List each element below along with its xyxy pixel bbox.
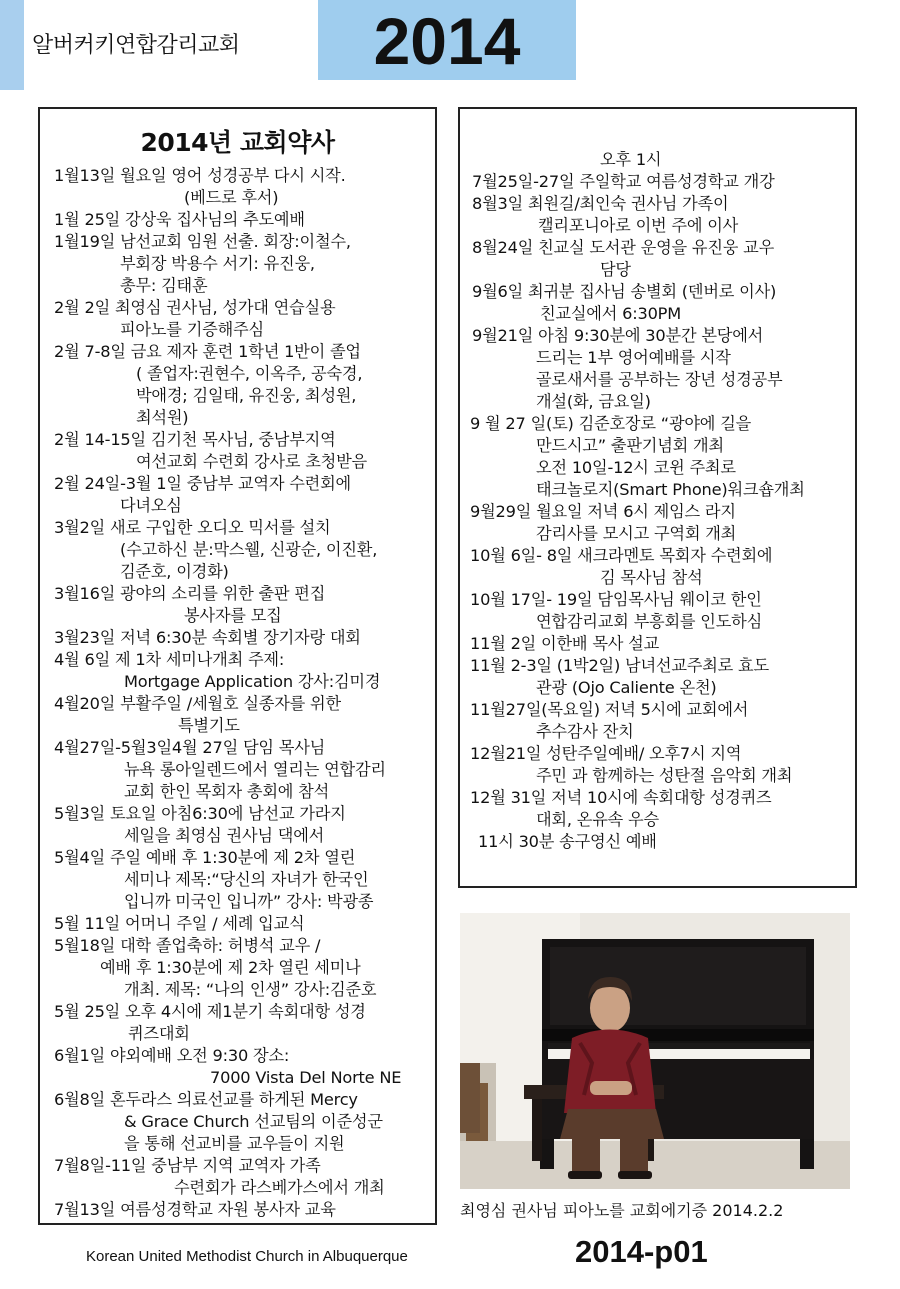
right_box-line: 11월 2일 이한배 목사 설교 xyxy=(470,634,660,653)
right_box-line: 오전 10일-12시 코윈 주최로 xyxy=(536,458,736,477)
left_box-line: 4월27일-5월3일4월 27일 담임 목사님 xyxy=(54,738,326,757)
left_box-line: 1월13일 월요일 영어 성경공부 다시 시작. xyxy=(54,166,346,185)
right_box-line: 대회, 온유속 우승 xyxy=(536,810,659,829)
photo-caption: 최영심 권사님 피아노를 교회에기증 2014.2.2 xyxy=(460,1201,784,1220)
left_box-line: 뉴욕 롱아일렌드에서 열리는 연합감리 xyxy=(124,760,386,779)
left_box-line: 2월 2일 최영심 권사님, 성가대 연습실용 xyxy=(54,298,336,317)
right_box-line: 9 월 27 일(토) 김준호장로 “광야에 길을 xyxy=(470,414,752,433)
right_box-line: 개설(화, 금요일) xyxy=(536,392,651,411)
right_box-line: 9월29일 월요일 저녁 6시 제임스 라지 xyxy=(470,502,736,521)
left_box-line: 퀴즈대회 xyxy=(128,1024,190,1043)
history-box-left xyxy=(38,107,437,1225)
church-name-ko: 알버커키연합감리교회 xyxy=(32,33,240,58)
right_box-line: 캘리포니아로 이번 주에 이사 xyxy=(538,216,739,235)
left_box-line: 수련회가 라스베가스에서 개최 xyxy=(174,1178,385,1197)
left_box-line: 6월1일 야외예배 오전 9:30 장소: xyxy=(54,1046,290,1065)
right_box-line: 태크놀로지(Smart Phone)워크숍개최 xyxy=(536,480,805,499)
right_box-line: 친교실에서 6:30PM xyxy=(540,304,682,323)
left_box-line: (베드로 후서) xyxy=(184,188,279,207)
left_box-line: 5월4일 주일 예배 후 1:30분에 제 2차 열린 xyxy=(54,848,356,867)
left_box-line: 김준호, 이경화) xyxy=(120,562,229,581)
left_box-line: 4월20일 부활주일 /세월호 실종자를 위한 xyxy=(54,694,341,713)
left_box-line: 부회장 박용수 서기: 유진웅, xyxy=(120,254,315,273)
header-accent-bar xyxy=(0,0,24,90)
left_box-line: 교회 한인 목회자 총회에 참석 xyxy=(124,782,330,801)
year-title: 2014 xyxy=(373,4,521,78)
left_box-line: 1월19일 남선교회 임원 선출. 회장:이철수, xyxy=(54,232,351,251)
right_box-line: 김 목사님 참석 xyxy=(600,568,703,587)
right_box-line: 9월6일 최귀분 집사님 송별회 (덴버로 이사) xyxy=(472,282,777,301)
left_box-line: 예배 후 1:30분에 제 2차 열린 세미나 xyxy=(100,958,361,977)
right_box-line: 12월21일 성탄주일예배/ 오후7시 지역 xyxy=(470,744,742,763)
left_box-line: 4월 6일 제 1차 세미나개최 주제: xyxy=(54,650,285,669)
left_box-line: & Grace Church 선교팀의 이준성군 xyxy=(124,1112,383,1131)
right_box-line: 11월27일(목요일) 저녁 5시에 교회에서 xyxy=(470,700,749,719)
left_box-line: 7000 Vista Del Norte NE xyxy=(210,1068,402,1087)
left_box-line: 개최. 제목: “나의 인생” 강사:김준호 xyxy=(124,980,377,999)
left_box-line: 세일을 최영심 권사님 댁에서 xyxy=(124,826,325,845)
page-label: 2014-p01 xyxy=(575,1234,708,1269)
left_box-line: 5월18일 대학 졸업축하: 허병석 교우 / xyxy=(54,936,321,955)
left_box-line: 5월 25일 오후 4시에 제1분기 속회대항 성경 xyxy=(54,1002,366,1021)
left_box-line: ( 졸업자:권현수, 이옥주, 공숙경, xyxy=(136,364,363,383)
right_box-line: 만드시고” 출판기념회 개최 xyxy=(536,436,724,455)
left_box-line: 3월23일 저녁 6:30분 속회별 장기자랑 대회 xyxy=(54,628,361,647)
right_box-line: 8월3일 최원길/최인숙 권사님 가족이 xyxy=(472,194,729,213)
left_box-line: 최석원) xyxy=(136,408,189,427)
photo-illustration xyxy=(460,913,850,1189)
left_box-line: 3월2일 새로 구입한 오디오 믹서를 설치 xyxy=(54,518,331,537)
right_box-line: 오후 1시 xyxy=(600,150,662,169)
left_box-line: 5월3일 토요일 아침6:30에 남선교 가라지 xyxy=(54,804,346,823)
right_box-line: 7월25일-27일 주일학교 여름성경학교 개강 xyxy=(472,172,775,191)
left_box-line: 입니까 미국인 입니까” 강사: 박광종 xyxy=(124,892,374,911)
piano-donation-photo xyxy=(460,913,850,1189)
right_box-line: 11월 2-3일 (1박2일) 남녀선교주최로 효도 xyxy=(470,656,769,675)
left_box-line: Mortgage Application 강사:김미경 xyxy=(124,672,381,691)
left_box-line: 7월13일 여름성경학교 자원 봉사자 교육 xyxy=(54,1200,336,1219)
right_box-line: 12월 31일 저녁 10시에 속회대항 성경퀴즈 xyxy=(470,788,772,807)
left_box-line: 총무: 김태훈 xyxy=(120,276,208,295)
right_box-line: 10월 17일- 19일 담임목사님 웨이코 한인 xyxy=(470,590,762,609)
right_box-line: 주민 과 함께하는 성탄절 음악회 개최 xyxy=(536,766,793,785)
history-box-right xyxy=(458,107,857,888)
right_box-line: 11시 30분 송구영신 예배 xyxy=(478,832,657,851)
history-heading: 2014년 교회약사 xyxy=(140,128,335,157)
right_box-line: 연합감리교회 부흥회를 인도하심 xyxy=(536,612,763,631)
left_box-line: 1월 25일 강상욱 집사님의 추도예배 xyxy=(54,210,305,229)
right_box-line: 관광 (Ojo Caliente 온천) xyxy=(536,678,717,697)
left_box-line: (수고하신 분:막스웰, 신광순, 이진환, xyxy=(120,540,378,559)
left_box-line: 피아노를 기증해주심 xyxy=(120,320,264,339)
left_box-line: 세미나 제목:“당신의 자녀가 한국인 xyxy=(124,870,369,889)
right_box-line: 골로새서를 공부하는 장년 성경공부 xyxy=(536,370,783,389)
left_box-line: 특별기도 xyxy=(178,716,240,735)
right_box-line: 8월24일 친교실 도서관 운영을 유진웅 교우 xyxy=(472,238,775,257)
right_box-line: 담당 xyxy=(600,260,631,279)
church-name-en: Korean United Methodist Church in Albuquerque xyxy=(86,1248,408,1265)
left_box-line: 을 통해 선교비를 교우들이 지원 xyxy=(124,1134,345,1153)
left_box-line: 여선교회 수련회 강사로 초청받음 xyxy=(136,452,367,471)
left_box-line: 3월16일 광야의 소리를 위한 출판 편집 xyxy=(54,584,326,603)
left_box-line: 5월 11일 어머니 주일 / 세례 입교식 xyxy=(54,914,305,933)
right_box-line: 9월21일 아침 9:30분에 30분간 본당에서 xyxy=(472,326,764,345)
right_box-line: 드리는 1부 영어예배를 시작 xyxy=(536,348,731,367)
right_box-line: 추수감사 잔치 xyxy=(536,722,634,741)
left_box-line: 박애경; 김일태, 유진웅, 최성원, xyxy=(136,386,357,405)
right_box-line: 10월 6일- 8일 새크라멘토 목회자 수련회에 xyxy=(470,546,773,565)
left_box-line: 7월8일-11일 중남부 지역 교역자 가족 xyxy=(54,1156,321,1175)
left_box-line: 봉사자를 모집 xyxy=(184,606,282,625)
left_box-line: 다녀오심 xyxy=(120,496,182,515)
right_box-line: 감리사를 모시고 구역회 개최 xyxy=(536,524,737,543)
left_box-line: 2월 14-15일 김기천 목사님, 중남부지역 xyxy=(54,430,336,449)
left_box-line: 2월 24일-3월 1일 중남부 교역자 수련회에 xyxy=(54,474,351,493)
left_box-line: 2월 7-8일 금요 제자 훈련 1학년 1반이 졸업 xyxy=(54,342,361,361)
left_box-line: 6월8일 혼두라스 의료선교를 하게된 Mercy xyxy=(54,1090,358,1109)
